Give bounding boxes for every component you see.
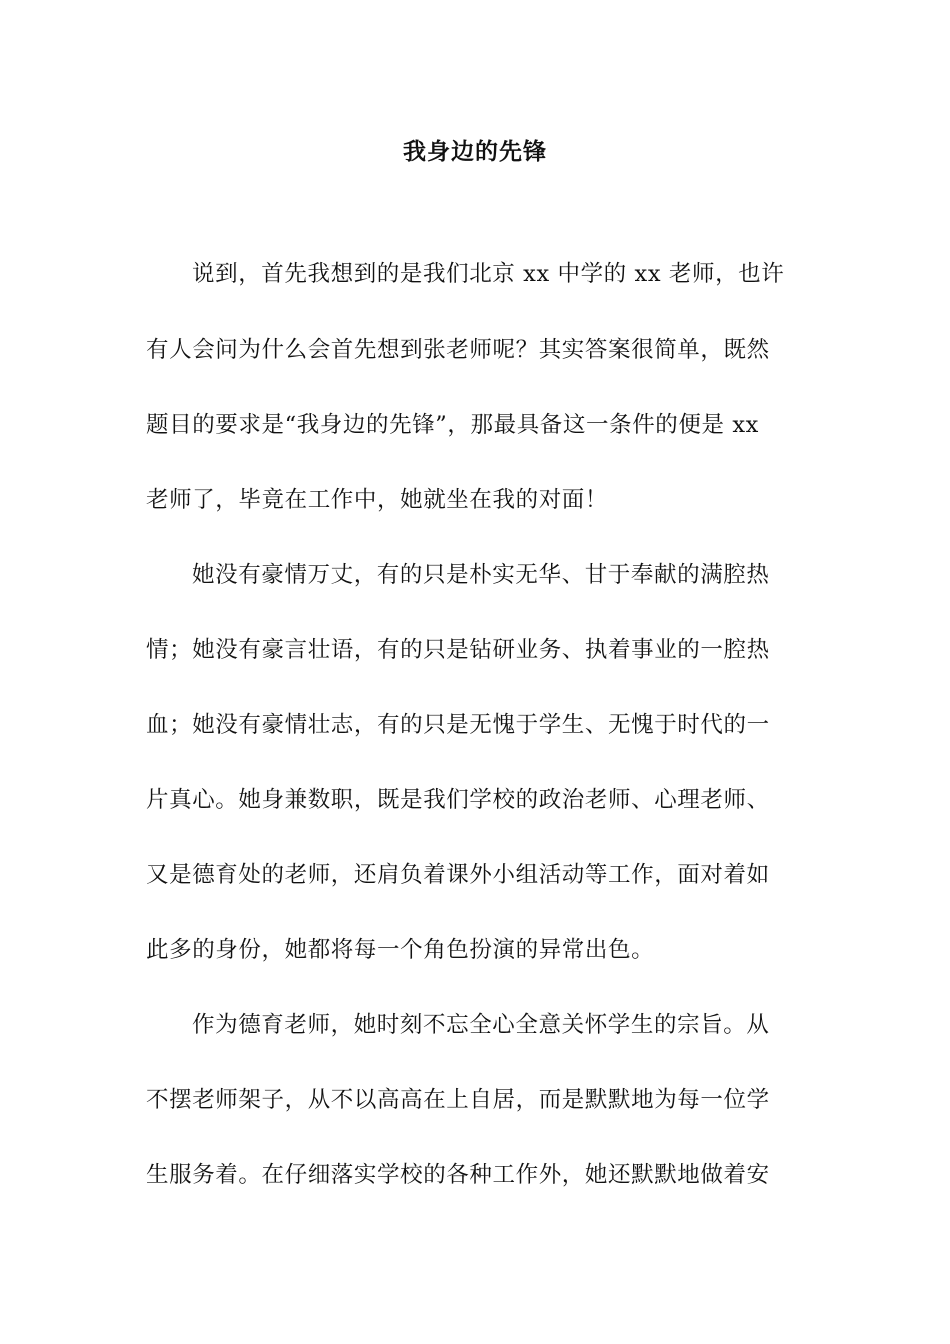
paragraph-1-line-3: 题目的要求是“我身边的先锋”，那最具备这一条件的便是 xx [146, 412, 759, 438]
document-title: 我身边的先锋 [403, 138, 547, 165]
paragraph-3-line-2: 不摆老师架子，从不以高高在上自居，而是默默地为每一位学 [146, 1087, 770, 1113]
paragraph-1-line-4: 老师了，毕竟在工作中，她就坐在我的对面！ [146, 487, 609, 513]
paragraph-3-line-1: 作为德育老师，她时刻不忘全心全意关怀学生的宗旨。从 [192, 1012, 770, 1038]
paragraph-2-line-5: 又是德育处的老师，还肩负着课外小组活动等工作，面对着如 [146, 862, 770, 888]
paragraph-1-line-1: 说到，首先我想到的是我们北京 xx 中学的 xx 老师，也许 [192, 261, 785, 287]
paragraph-2-line-4: 片真心。她身兼数职，既是我们学校的政治老师、心理老师、 [146, 787, 770, 813]
paragraph-1-line-2: 有人会问为什么会首先想到张老师呢？其实答案很简单，既然 [146, 337, 770, 363]
paragraph-3-line-3: 生服务着。在仔细落实学校的各种工作外，她还默默地做着安 [146, 1162, 770, 1188]
paragraph-2-line-3: 血；她没有豪情壮志，有的只是无愧于学生、无愧于时代的一 [146, 712, 770, 738]
paragraph-2-line-1: 她没有豪情万丈，有的只是朴实无华、甘于奉献的满腔热 [192, 562, 770, 588]
paragraph-2-line-2: 情；她没有豪言壮语，有的只是钻研业务、执着事业的一腔热 [146, 637, 770, 663]
paragraph-2-line-6: 此多的身份，她都将每一个角色扮演的异常出色。 [146, 937, 655, 963]
